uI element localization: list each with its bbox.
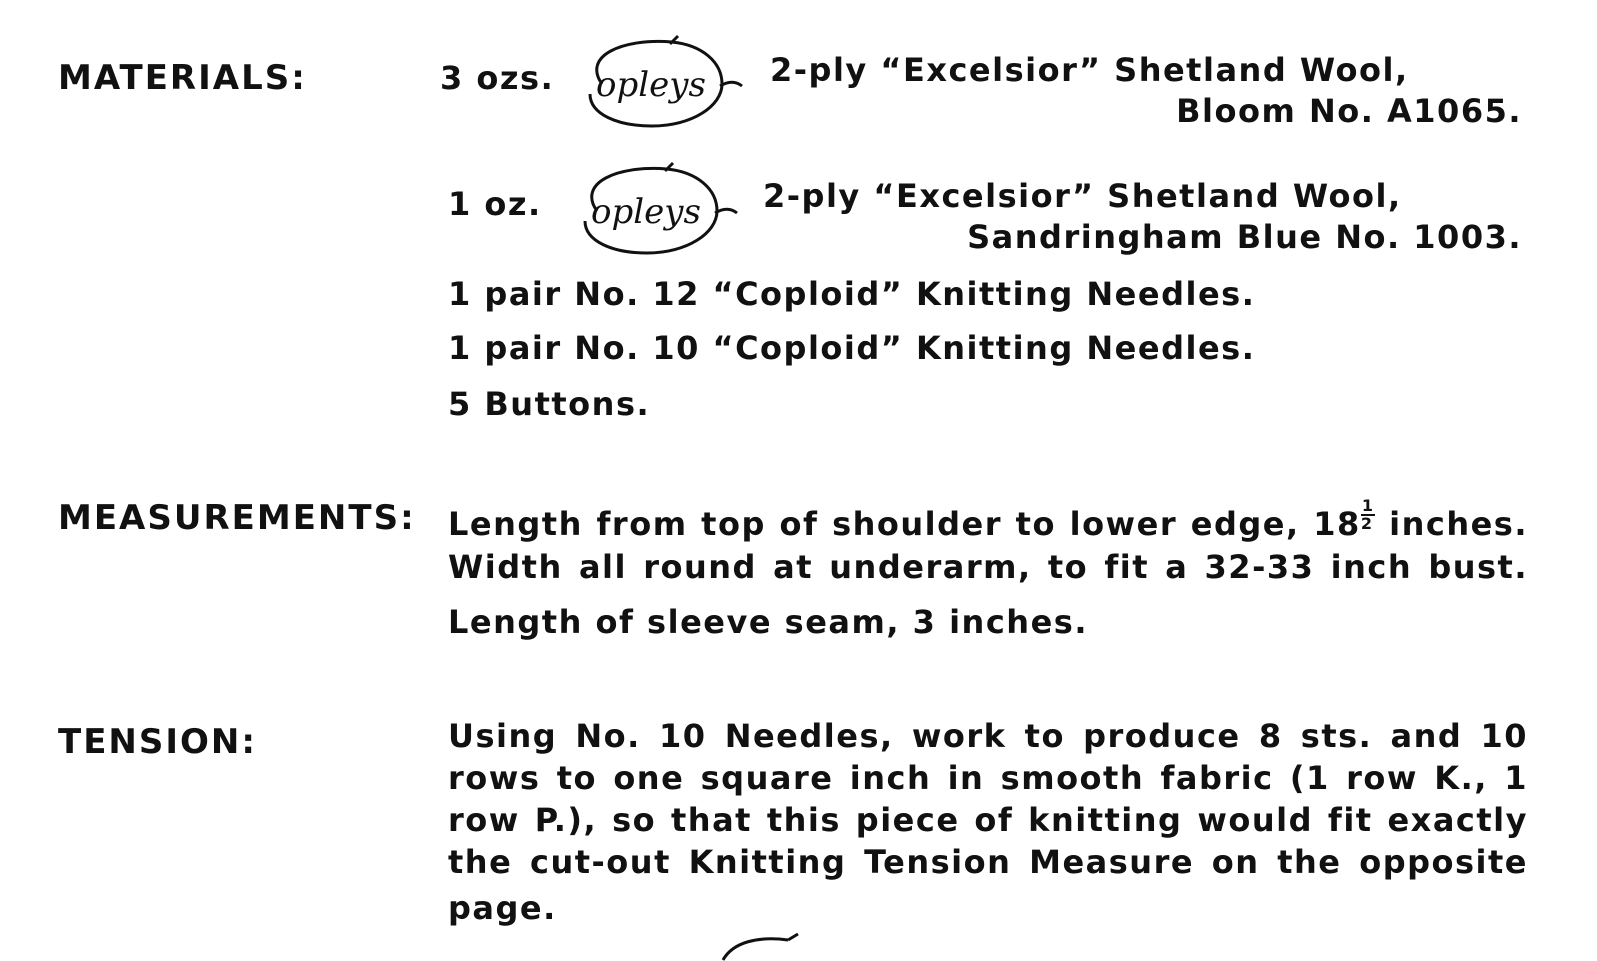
coppleys-logo-1 bbox=[582, 34, 747, 129]
wool1-shade: Bloom No. A1065. bbox=[1176, 92, 1522, 130]
measurement-width: Width all round at underarm, to fit a 32-33 inch bust. bbox=[448, 548, 1528, 586]
wool2-shade: Sandringham Blue No. 1003. bbox=[967, 218, 1522, 256]
wool2-quantity: 1 oz. bbox=[448, 185, 542, 223]
tension-line-3: row P.), so that this piece of knitting would fit exactly bbox=[448, 801, 1528, 839]
tension-line-1: Using No. 10 Needles, work to produce 8 sts. and 10 bbox=[448, 717, 1528, 755]
tension-line-4: the cut-out Knitting Tension Measure on the opposite bbox=[448, 843, 1528, 881]
fraction-half: $\frac{1}{2}$ bbox=[1360, 496, 1375, 533]
logo-text-2: opleys bbox=[591, 192, 701, 232]
tension-line-2: rows to one square inch in smooth fabric (1 row K., 1 bbox=[448, 759, 1528, 797]
needles-no10: 1 pair No. 10 “Coploid” Knitting Needles. bbox=[448, 329, 1256, 367]
tension-heading: TENSION: bbox=[58, 722, 257, 762]
needles-no12: 1 pair No. 12 “Coploid” Knitting Needles. bbox=[448, 275, 1256, 313]
measurement-length: Length from top of shoulder to lower edge, 18 $\frac{1}{2}$ inches. bbox=[448, 496, 1529, 543]
wool1-quantity: 3 ozs. bbox=[440, 59, 555, 97]
coppleys-logo-partial bbox=[718, 932, 808, 961]
coppleys-logo-2 bbox=[577, 161, 742, 256]
measurement-sleeve: Length of sleeve seam, 3 inches. bbox=[448, 603, 1088, 641]
logo-text-1: opleys bbox=[596, 65, 706, 105]
tension-line-5: page. bbox=[448, 889, 557, 927]
wool2-description: 2-ply “Excelsior” Shetland Wool, bbox=[763, 177, 1402, 215]
measurements-heading: MEASUREMENTS: bbox=[58, 498, 416, 538]
buttons-item: 5 Buttons. bbox=[448, 385, 651, 423]
wool1-description: 2-ply “Excelsior” Shetland Wool, bbox=[770, 51, 1409, 89]
materials-heading: MATERIALS: bbox=[58, 58, 307, 98]
